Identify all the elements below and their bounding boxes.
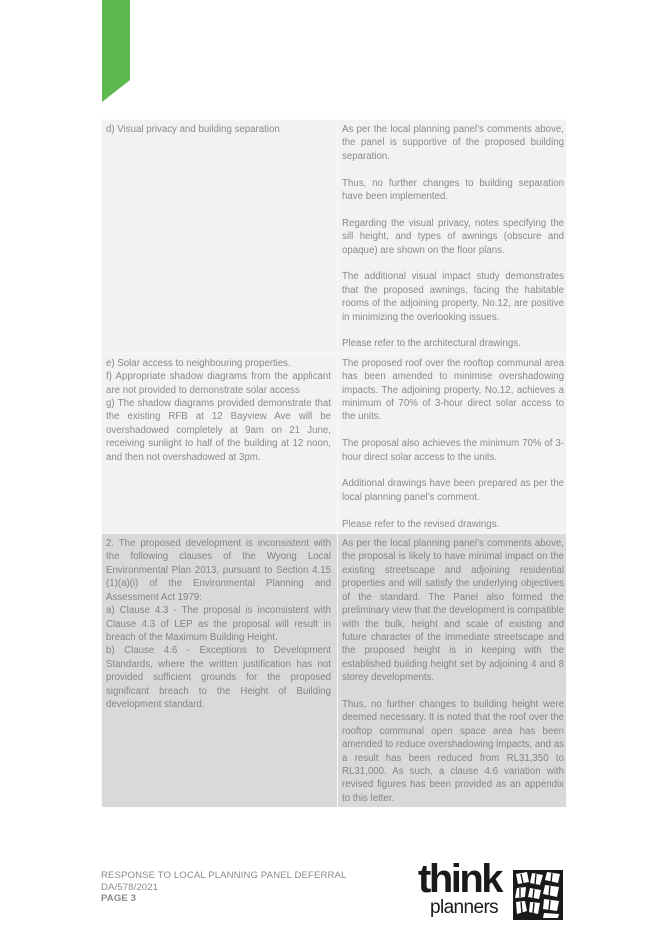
logo-street-map-icon <box>513 870 563 920</box>
footer-reference: DA/578/2021 <box>101 881 159 893</box>
response-paragraph: As per the local planning panel’s comments above, the panel is supportive of the proposed building separation. <box>342 124 564 162</box>
table-row <box>102 120 567 354</box>
logo-word-planners: planners <box>430 897 499 918</box>
response-table <box>101 119 567 808</box>
issue-cell <box>102 120 338 354</box>
response-paragraph: Additional drawings have been prepared as per the local planning panel’s comment. <box>342 478 564 503</box>
response-paragraph: Regarding the visual privacy, notes specifying the sill height, and types of awnings (obscure and opaque) are shown on the floor plans. <box>342 217 564 256</box>
table-row <box>102 534 567 808</box>
response-cell <box>338 534 567 808</box>
response-cell <box>338 120 567 354</box>
logo-word-think: think <box>418 857 502 901</box>
issue-text: e) Solar access to neighbouring properties. <box>106 357 291 369</box>
response-cell <box>338 353 567 533</box>
think-planners-logo <box>418 857 566 923</box>
issue-text: a) Clause 4.3 - The proposal is inconsistent with Clause 4.3 of LEP as the proposal will result in breach of the Maximum Building Height. <box>106 605 331 643</box>
response-paragraph: Thus, no further changes to building height were deemed necessary. It is noted that the roof over the rooftop communal open space area has been amended to reduce overshadowing impacts, and as a result has been reduced from RL31,350 to RL31,000. As such, a clause 4.6 variation with revised figures has been provided as an appendix to this letter. <box>342 698 564 804</box>
footer-title: RESPONSE TO LOCAL PLANNING PANEL DEFERRAL <box>101 870 347 881</box>
page-number: PAGE 3 <box>101 893 137 905</box>
issue-text: 2. The proposed development is inconsistent with the following clauses of the Wyong Local Environmental Plan 2013, pursuant to Section 4.15 (1)(a)(i) of the Environmental Planning and Assessment Act 1979: <box>106 538 331 603</box>
issue-text: g) The shadow diagrams provided demonstrate that the existing RFB at 12 Bayview Ave will be overshadowed completely at 9am on 21 June, receiving sunlight to half of the building at 12 noon, and then not overshadowed at 3pm. <box>106 398 331 463</box>
response-paragraph: As per the local planning panel’s comments above, the proposal is likely to have minimal impact on the existing streetscape and adjoining residential properties and will satisfy the underlying objectives of the standard. The Panel also formed the preliminary view that the development is compatible with the bulk, height and scale of existing and future character of the immediate streetscape and the proposed height is in keeping with the established building height set by adjoining 4 and 8 storey developments. <box>342 538 564 684</box>
response-paragraph: The additional visual impact study demonstrates that the proposed awnings, facing the habitable rooms of the adjoining property, No.12, are positive in minimizing the overlooking issues. <box>342 271 564 323</box>
issue-cell <box>102 353 338 533</box>
issue-text: f) Appropriate shadow diagrams from the applicant are not provided to demonstrate solar access <box>106 371 331 396</box>
table-row <box>102 353 567 533</box>
response-paragraph: Please refer to the architectural drawings. <box>342 338 521 350</box>
issue-text: d) Visual privacy and building separation <box>106 124 280 135</box>
response-paragraph: The proposed roof over the rooftop communal area has been amended to minimise overshadowing impacts. The adjoining property, No.12, achieves a minimum of 70% of 3-hour direct solar access to the units. <box>342 357 564 423</box>
page-footer <box>101 870 346 905</box>
green-accent-shape <box>102 0 130 102</box>
response-paragraph: The proposal also achieves the minimum 70% of 3-hour direct solar access to the units. <box>342 438 564 463</box>
response-paragraph: Please refer to the revised drawings. <box>342 518 500 530</box>
issue-text: b) Clause 4.6 - Exceptions to Development Standards, where the written justification has not provided sufficient grounds for the proposed significant breach to the Height of Building development standard. <box>106 645 331 710</box>
response-paragraph: Thus, no further changes to building separation have been implemented. <box>342 177 564 203</box>
issue-cell <box>102 534 338 808</box>
